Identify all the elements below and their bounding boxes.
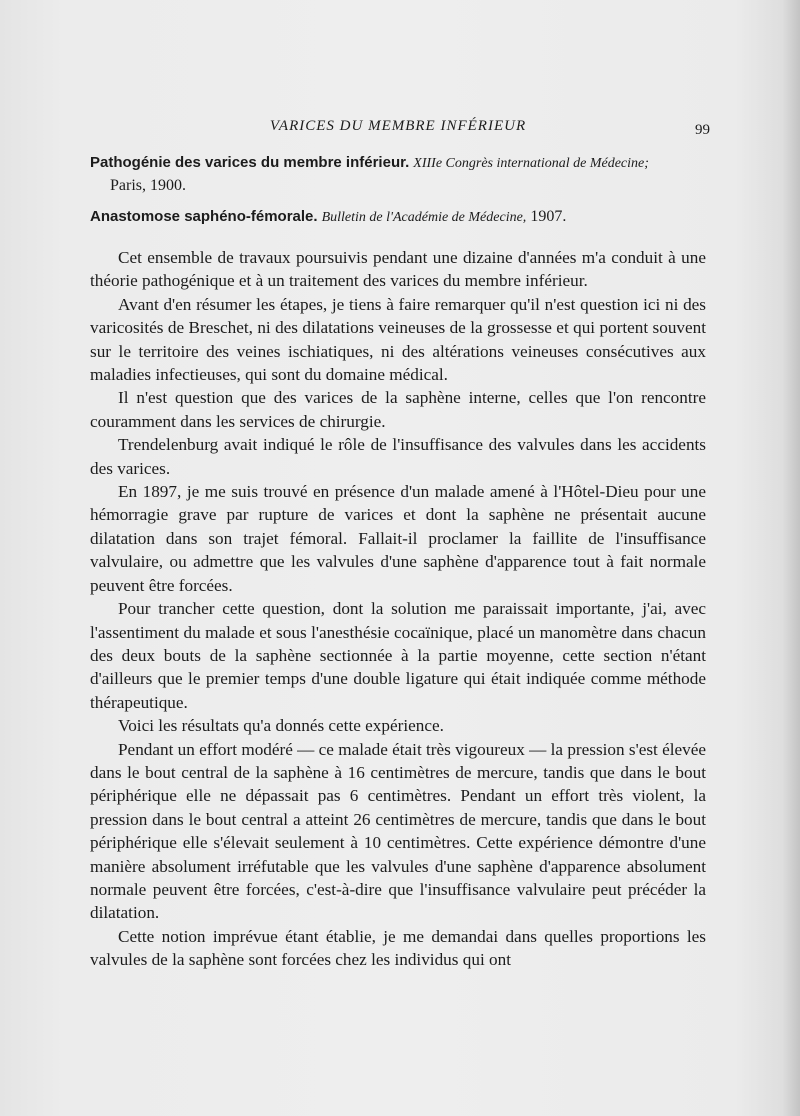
paragraph: En 1897, je me suis trouvé en présence d'un malade amené à l'Hôtel-Dieu pour une hémorragie grave par rupture de varices et dont la saphène ne présentait aucune dilatation dans son trajet fémoral. Fallait-il proclamer la faillite de l'insuffisance valvulaire, ou admettre que les valvules d'une saphène d'apparence tout à fait normale peuvent être forcées. [90, 482, 706, 595]
reference-source: XIIIe Congrès international de Médecine; [413, 156, 649, 171]
paragraph: Cette notion imprévue étant établie, je me demandai dans quelles proportions les valvules de la saphène sont forcées chez les individus qui ont [90, 926, 706, 970]
paragraph: Avant d'en résumer les étapes, je tiens à faire remarquer qu'il n'est question ici ni des varicosités de Breschet, ni des dilatations veineuses de la grossesse et qui portent souvent sur le territoire des veines ischiatiques, ni des altérations veineuses consécutives aux maladies infectieuses, qui sont du domaine médical. [90, 294, 706, 385]
paragraph: Pendant un effort modéré — ce malade était très vigoureux — la pression s'est élevée dans le bout central de la saphène à 16 centimètres de mercure, tandis que dans le bout périphérique elle ne dépassait pas 6 centimètres. Pendant un effort très violent, la pression dans le bout central a atteint 26 centimètres de mercure, tandis que dans le bout périphérique elle s'élevait seulement à 10 centimètres. Cette expérience démontre d'une manière absolument irréfutable que les valvules d'une saphène d'apparence absolument normale peuvent être forcées, c'est-à-dire que l'insuffisance valvulaire peut précéder la dilatation. [90, 739, 706, 923]
reference-source: Bulletin de l'Académie de Médecine, [321, 210, 527, 225]
paragraph: Il n'est question que des varices de la saphène interne, celles que l'on rencontre couramment dans les services de chirurgie. [90, 388, 706, 431]
reference-title: Pathogénie des varices du membre inférieur. [90, 154, 410, 171]
reference-entry [90, 206, 710, 229]
reference-title: Anastomose saphéno-fémorale. [90, 208, 318, 225]
reference-entry [90, 152, 710, 197]
paragraph: Trendelenburg avait indiqué le rôle de l'insuffisance des valvules dans les accidents des varices. [90, 435, 706, 478]
page-number: 99 [695, 122, 710, 138]
reference-year: 1907. [530, 208, 567, 225]
body-text [90, 246, 706, 972]
running-title: VARICES DU MEMBRE INFÉRIEUR [269, 118, 527, 134]
reference-continuation: Paris, 1900. [110, 177, 186, 194]
paragraph: Cet ensemble de travaux poursuivis pendant une dizaine d'années m'a conduit à une théorie pathogénique et à un traitement des varices du membre inférieur. [90, 248, 706, 291]
paragraph: Voici les résultats qu'a donnés cette expérience. [118, 716, 444, 736]
page-edge-shadow [782, 0, 800, 1116]
paragraph: Pour trancher cette question, dont la solution me paraissait importante, j'ai, avec l'assentiment du malade et sous l'anesthésie cocaïnique, placé un manomètre dans chacun des deux bouts de la saphène sectionnée à la partie moyenne, cette section n'étant d'ailleurs que le premier temps d'une double ligature qui était indiquée comme méthode thérapeutique. [90, 599, 706, 712]
